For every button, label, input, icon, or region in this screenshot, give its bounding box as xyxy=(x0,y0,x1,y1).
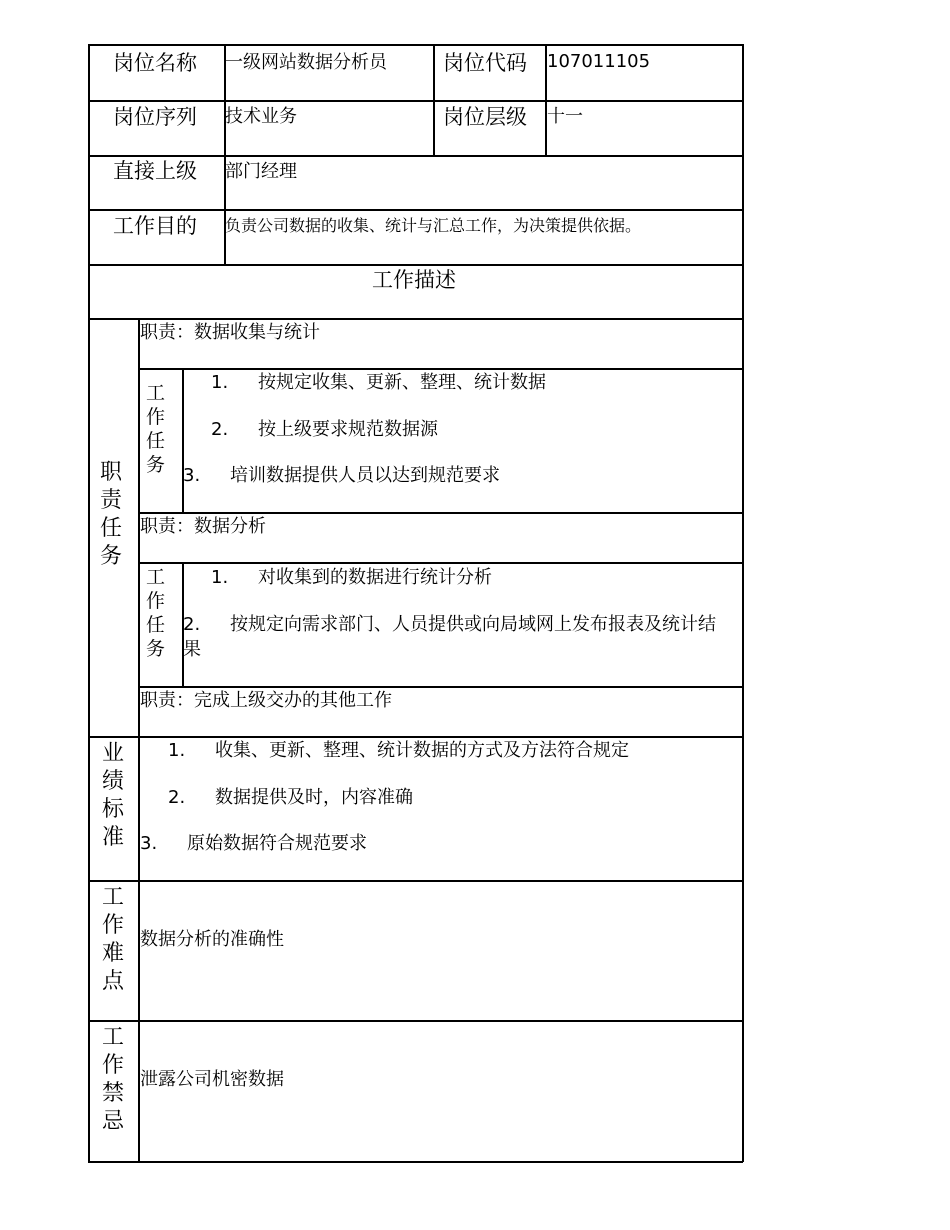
work-purpose-value: 负责公司数据的收集、统计与汇总工作，为决策提供依据。 xyxy=(225,216,642,235)
duty-divider xyxy=(139,686,743,688)
table-border-left xyxy=(88,44,90,1162)
duty-divider xyxy=(139,512,743,514)
task-number: 1. xyxy=(211,567,229,588)
position-code-value: 107011105 xyxy=(547,51,651,72)
position-level-label: 岗位层级 xyxy=(443,105,527,129)
task-text: 培训数据提供人员以达到规范要求 xyxy=(230,465,500,486)
duty-divider xyxy=(139,368,743,370)
table-border-right xyxy=(742,44,744,1162)
row-divider xyxy=(88,264,743,266)
task-text: 按规定向需求部门、人员提供或向局域网上发布报表及统计结 xyxy=(230,614,716,635)
table-border-top xyxy=(88,44,743,46)
standard-number: 1. xyxy=(168,740,186,761)
task-text: 对收集到的数据进行统计分析 xyxy=(258,567,492,588)
difficulty-text: 数据分析的准确性 xyxy=(140,929,284,950)
task-number: 1. xyxy=(211,372,229,393)
row-divider xyxy=(88,880,743,882)
work-purpose-label: 工作目的 xyxy=(113,214,197,238)
duty-title: 职责：数据分析 xyxy=(140,516,266,537)
standard-text: 数据提供及时，内容准确 xyxy=(215,787,413,808)
prohibition-text: 泄露公司机密数据 xyxy=(140,1069,284,1090)
standard-text: 收集、更新、整理、统计数据的方式及方法符合规定 xyxy=(215,740,629,761)
supervisor-value: 部门经理 xyxy=(225,161,297,182)
row-divider xyxy=(88,209,743,211)
row-divider xyxy=(88,155,743,157)
duty-title: 职责：完成上级交办的其他工作 xyxy=(140,690,392,711)
task-text: 按规定收集、更新、整理、统计数据 xyxy=(258,372,546,393)
col-divider xyxy=(138,318,140,1162)
task-number: 2. xyxy=(211,419,229,440)
standard-number: 2. xyxy=(168,787,186,808)
duty-title: 职责：数据收集与统计 xyxy=(140,322,320,343)
position-level-value: 十一 xyxy=(547,106,583,127)
row-divider xyxy=(88,1020,743,1022)
duty-divider xyxy=(139,562,743,564)
task-text-continuation: 果 xyxy=(183,639,201,660)
standard-number: 3. xyxy=(140,833,158,854)
supervisor-label: 直接上级 xyxy=(113,159,197,183)
row-divider xyxy=(88,318,743,320)
table-border-bottom xyxy=(88,1161,743,1163)
row-divider xyxy=(88,736,743,738)
performance-label: 业 绩 标 准 xyxy=(102,741,125,850)
position-code-label: 岗位代码 xyxy=(443,51,527,75)
task-label: 工 作 任 务 xyxy=(146,382,166,477)
task-text: 按上级要求规范数据源 xyxy=(258,419,438,440)
task-label: 工 作 任 务 xyxy=(146,566,166,661)
position-series-label: 岗位序列 xyxy=(113,105,197,129)
position-name-value: 一级网站数据分析员 xyxy=(225,52,387,73)
work-description-title: 工作描述 xyxy=(372,268,456,292)
task-number: 2. xyxy=(183,614,201,635)
duties-label: 职 责 任 务 xyxy=(100,460,123,569)
col-divider xyxy=(433,44,435,156)
col-divider xyxy=(182,368,184,513)
row-divider xyxy=(88,100,743,102)
difficulty-label: 工 作 难 点 xyxy=(102,885,125,994)
task-number: 3. xyxy=(183,465,201,486)
job-description-table xyxy=(88,44,743,1162)
position-name-label: 岗位名称 xyxy=(113,51,197,75)
position-series-value: 技术业务 xyxy=(225,106,297,127)
prohibition-label: 工 作 禁 忌 xyxy=(102,1025,125,1134)
standard-text: 原始数据符合规范要求 xyxy=(187,833,367,854)
